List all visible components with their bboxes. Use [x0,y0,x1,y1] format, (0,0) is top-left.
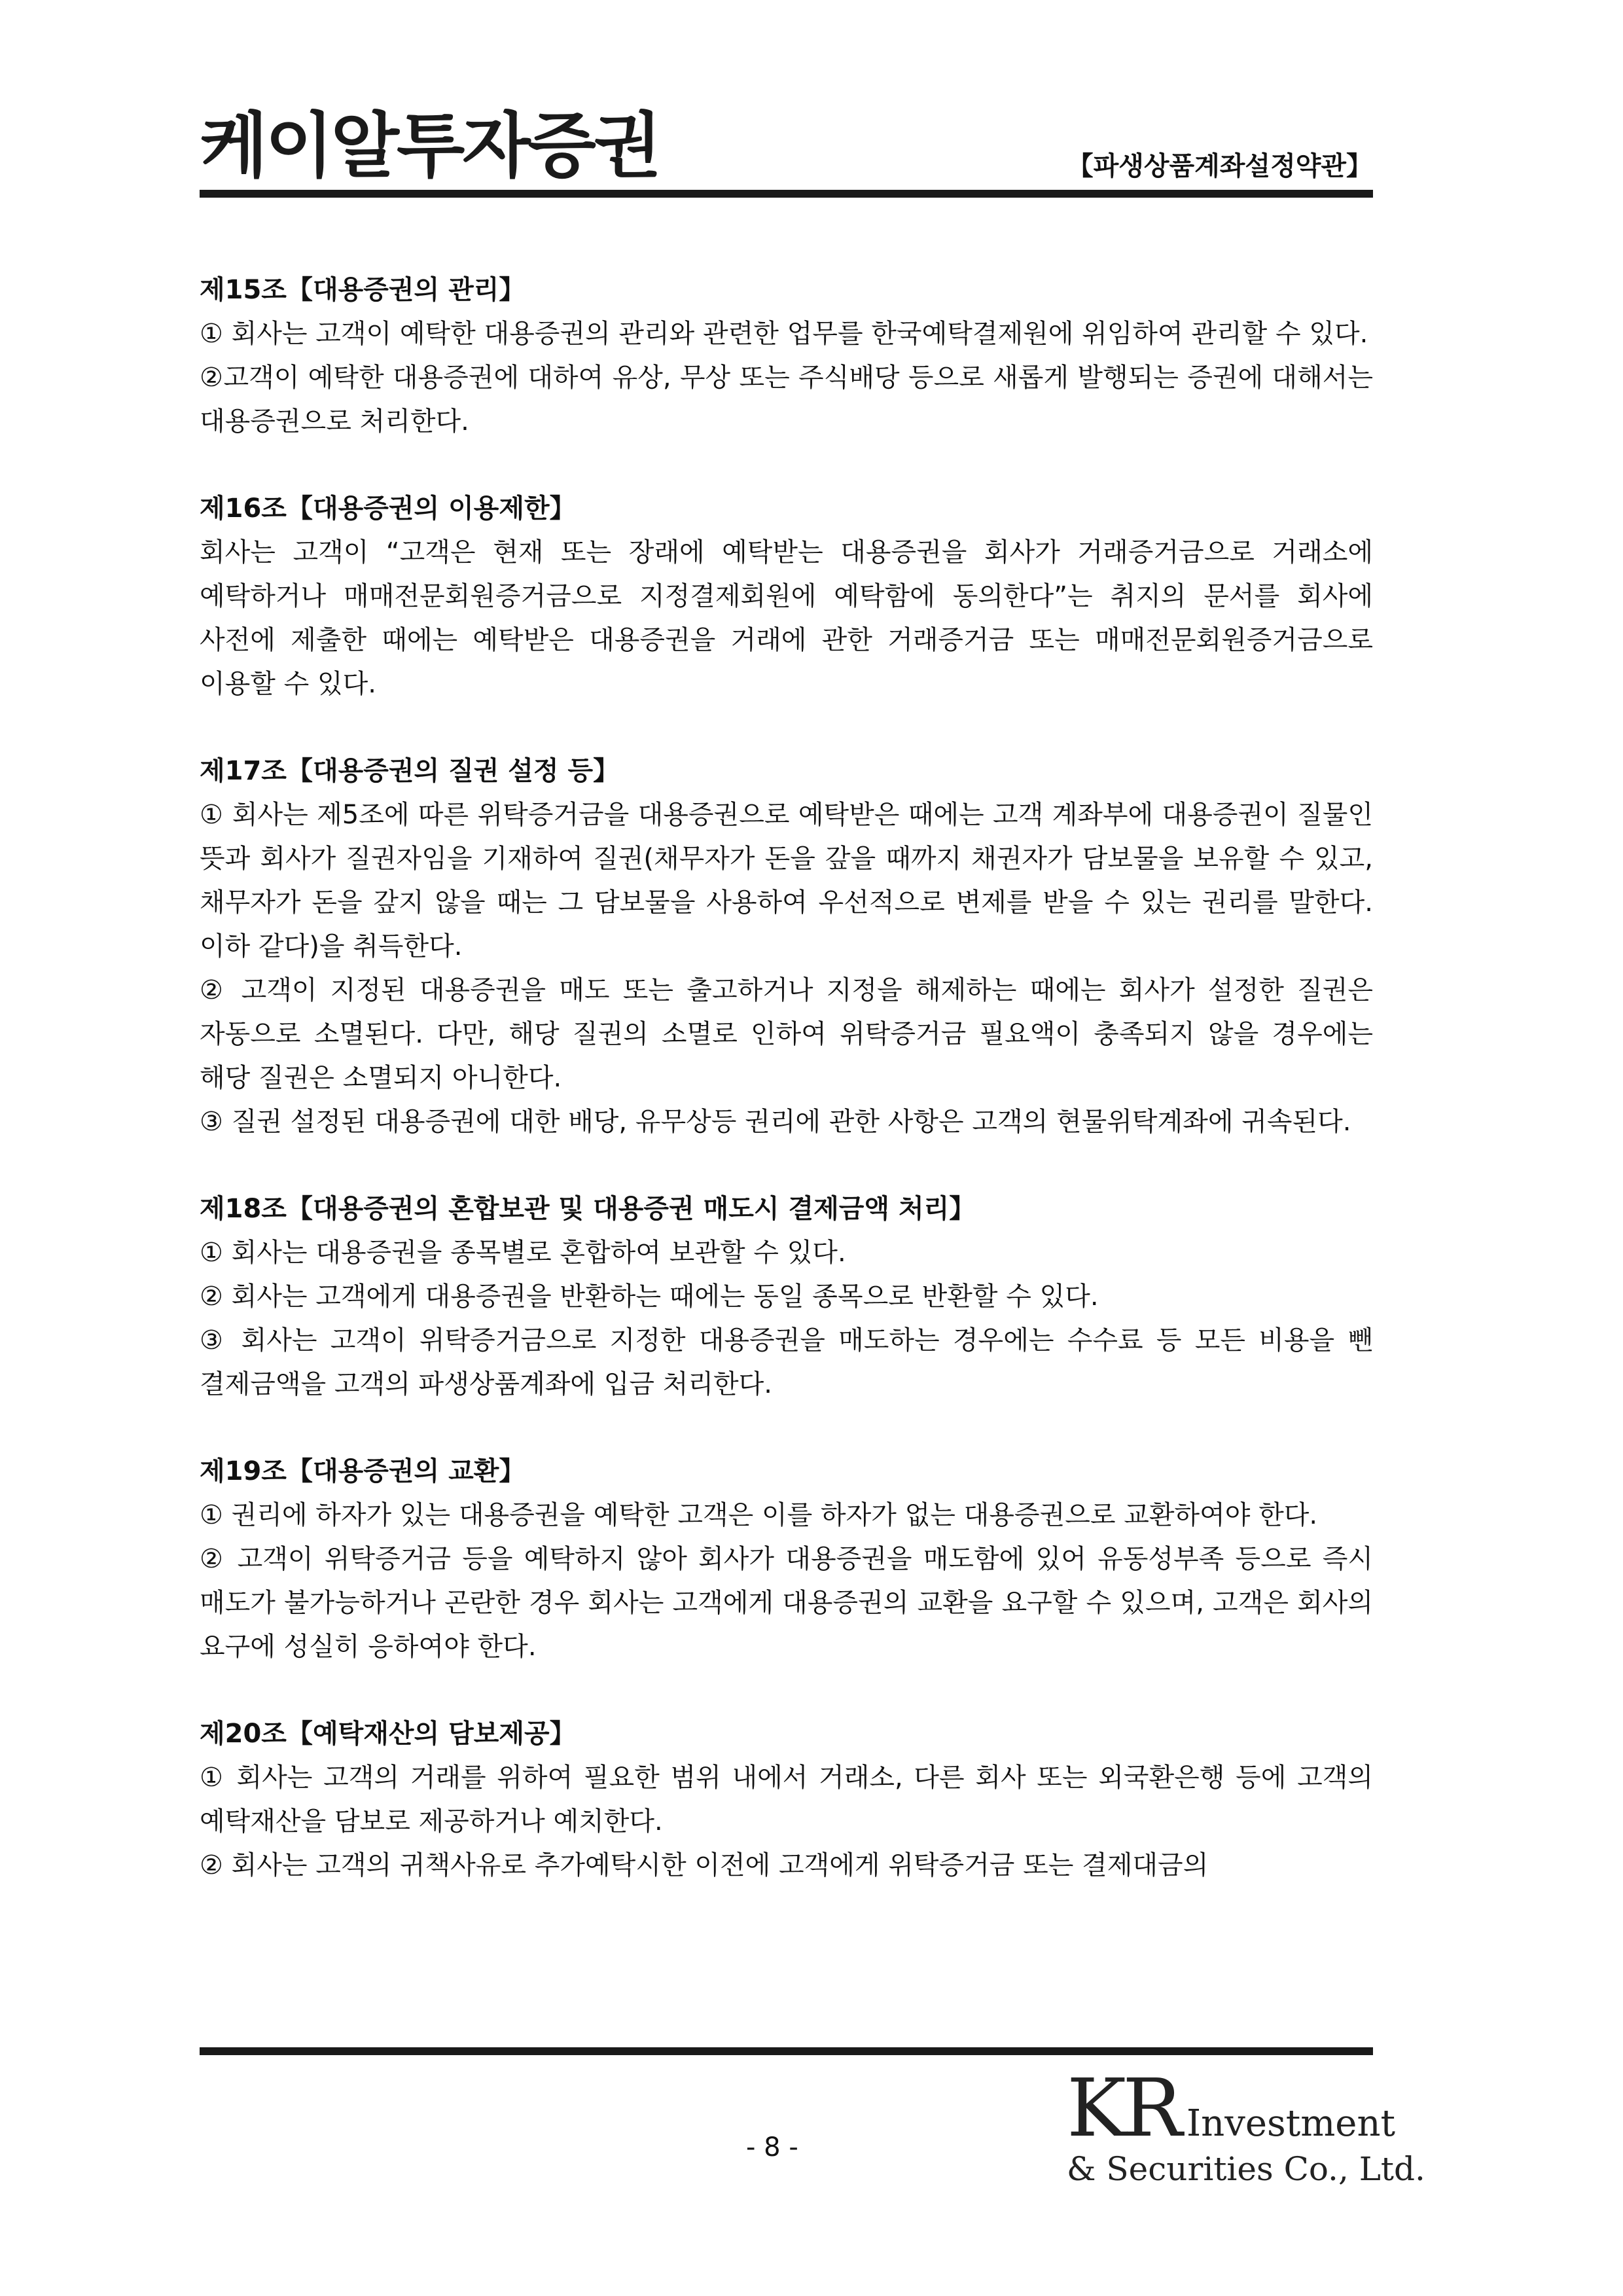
article-paragraph: ① 회사는 대용증권을 종목별로 혼합하여 보관할 수 있다. [200,1238,846,1268]
article-paragraph: ② 회사는 고객에게 대용증권을 반환하는 때에는 동일 종목으로 반환할 수 있다. [200,1282,1099,1312]
footer-logo-kr: KR [1067,2062,1179,2155]
article-paragraph: ②고객이 예탁한 대용증권에 대하여 유상, 무상 또는 주식배당 등으로 새롭게 발행되는 증권에 대해서는 대용증권으로 처리한다. [200,363,1373,437]
article-paragraph: ① 회사는 고객이 예탁한 대용증권의 관리와 관련한 업무를 한국예탁결제원에 위임하여 관리할 수 있다. [200,319,1368,349]
article-paragraph: ③ 질권 설정된 대용증권에 대한 배당, 유무상등 권리에 관한 사항은 고객의 현물위탁계좌에 귀속된다. [200,1107,1351,1137]
footer-logo-investment: Investment [1186,2102,1396,2145]
article-title: 제18조【대용증권의 혼합보관 및 대용증권 매도시 결제금액 처리】 [200,1194,976,1224]
article-16 [200,487,1373,706]
article-title: 제16조【대용증권의 이용제한】 [200,493,576,524]
article-paragraph: ① 회사는 고객의 거래를 위하여 필요한 범위 내에서 거래소, 다른 회사 또는 외국환은행 등에 고객의 예탁재산을 담보로 제공하거나 예치한다. [200,1763,1373,1837]
document-body [200,268,1373,1931]
article-17 [200,749,1373,1144]
footer-logo-line1 [1067,2062,1425,2155]
article-paragraph: ② 고객이 위탁증거금 등을 예탁하지 않아 회사가 대용증권을 매도함에 있어 유동성부족 등으로 즉시 매도가 불가능하거나 곤란한 경우 회사는 고객에게 대용증권의 교환을 요구할 수 있으며, 고객은 회사의 요구에 성실히 응하여야 한다. [200,1544,1373,1662]
article-20 [200,1712,1373,1888]
article-paragraph: ① 회사는 제5조에 따른 위탁증거금을 대용증권으로 예탁받은 때에는 고객 계좌부에 대용증권이 질물인 뜻과 회사가 질권자임을 기재하여 질권(채무자가 돈을 갚을 때까지 채권자가 담보물을 보유할 수 있고, 채무자가 돈을 갚지 않을 때는 그 담보물을 사용하여 우선적으로 변제를 받을 수 있는 권리를 말한다. 이하 같다)을 취득한다. [200,800,1373,961]
article-19 [200,1450,1373,1669]
article-18 [200,1187,1373,1407]
article-paragraph: ① 권리에 하자가 있는 대용증권을 예탁한 고객은 이를 하자가 없는 대용증권으로 교환하여야 한다. [200,1500,1318,1530]
article-title: 제15조【대용증권의 관리】 [200,275,526,305]
article-title: 제17조【대용증권의 질권 설정 등】 [200,756,620,786]
article-title: 제20조【예탁재산의 담보제공】 [200,1719,576,1749]
header-divider [200,190,1373,198]
footer-logo-securities: & Securities Co., Ltd. [1067,2150,1425,2188]
article-15 [200,268,1373,444]
article-paragraph: ② 회사는 고객의 귀책사유로 추가예탁시한 이전에 고객에게 위탁증거금 또는 결제대금의 [200,1850,1209,1880]
article-paragraph: 회사는 고객이 “고객은 현재 또는 장래에 예탁받는 대용증권을 회사가 거래증거금으로 거래소에 예탁하거나 매매전문회원증거금으로 지정결제회원에 예탁함에 동의한다”는 취지의 문서를 회사에 사전에 제출한 때에는 예탁받은 대용증권을 거래에 관한 거래증거금 또는 매매전문회원증거금으로 이용할 수 있다. [200,537,1373,699]
page-number: - 8 - [746,2132,798,2162]
article-paragraph: ③ 회사는 고객이 위탁증거금으로 지정한 대용증권을 매도하는 경우에는 수수료 등 모든 비용을 뺀 결제금액을 고객의 파생상품계좌에 입금 처리한다. [200,1325,1373,1399]
article-paragraph: ② 고객이 지정된 대용증권을 매도 또는 출고하거나 지정을 해제하는 때에는 회사가 설정한 질권은 자동으로 소멸된다. 다만, 해당 질권의 소멸로 인하여 위탁증거금 필요액이 충족되지 않을 경우에는 해당 질권은 소멸되지 아니한다. [200,975,1373,1093]
company-logo-text: 케이알투자증권 [200,105,660,187]
footer-company-logo [1067,2062,1425,2189]
footer-divider [200,2047,1373,2055]
document-title: 【파생상품계좌설정약관】 [1067,151,1372,181]
article-title: 제19조【대용증권의 교환】 [200,1456,526,1486]
